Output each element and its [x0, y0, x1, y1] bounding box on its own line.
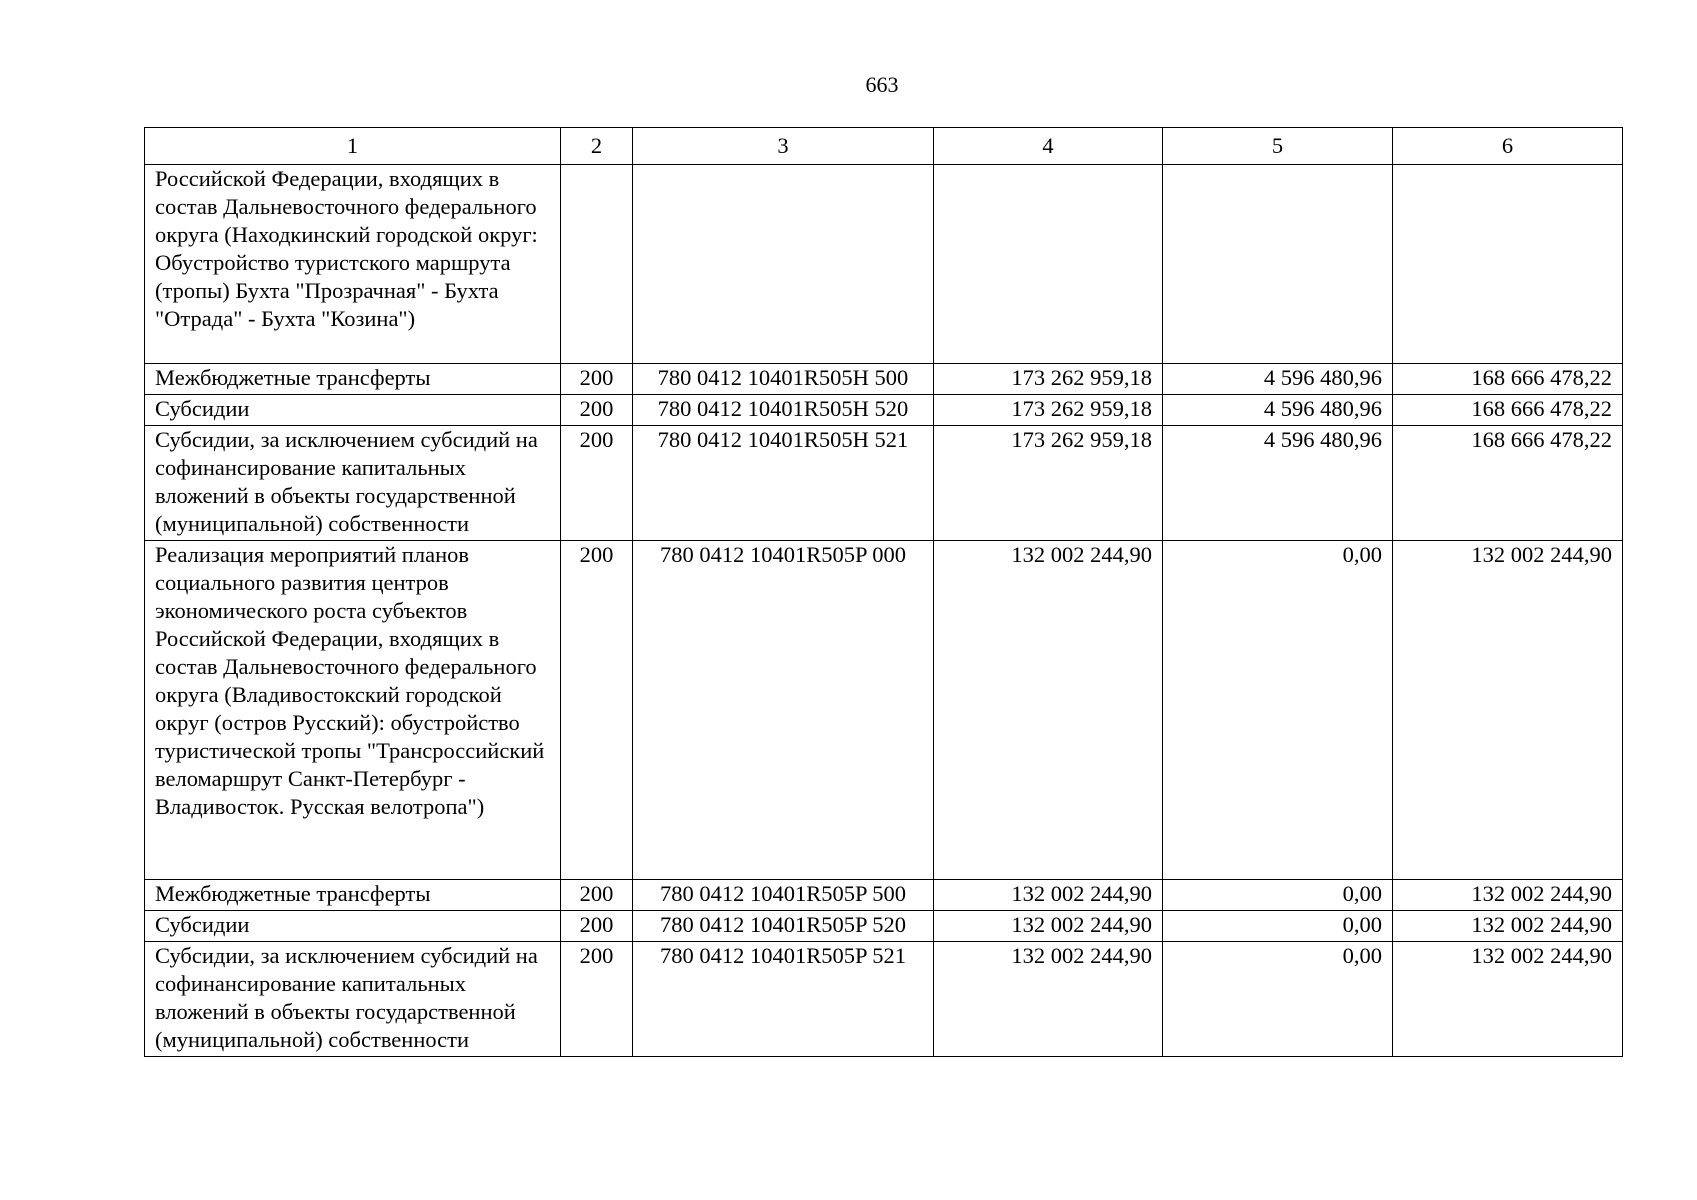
header-col-4: 4 [934, 128, 1163, 165]
row-value-5 [1163, 165, 1393, 364]
row-value-5: 4 596 480,96 [1163, 395, 1393, 426]
row-value-6: 132 002 244,90 [1393, 541, 1623, 880]
row-name: Российской Федерации, входящих в состав Дальневосточного федерального округа (Находкинский городской округ: Обустройство туристского маршрута (тропы) Бухта "Прозрачная" - Бухта "Отрада" - Бухта "Козина") [145, 165, 561, 364]
row-name: Межбюджетные трансферты [145, 364, 561, 395]
row-kbk: 780 0412 10401R505P 000 [633, 541, 934, 880]
table-row [145, 165, 1623, 364]
table-row [145, 541, 1623, 880]
row-value-6: 132 002 244,90 [1393, 911, 1623, 942]
row-code: 200 [561, 395, 633, 426]
table-row [145, 880, 1623, 911]
table-row [145, 942, 1623, 1057]
header-col-6: 6 [1393, 128, 1623, 165]
row-value-4: 132 002 244,90 [934, 911, 1163, 942]
row-value-4: 173 262 959,18 [934, 426, 1163, 541]
row-kbk: 780 0412 10401R505P 500 [633, 880, 934, 911]
row-value-4: 132 002 244,90 [934, 880, 1163, 911]
row-name: Субсидии, за исключением субсидий на софинансирование капитальных вложений в объекты государственной (муниципальной) собственности [145, 942, 561, 1057]
row-code: 200 [561, 911, 633, 942]
row-value-4: 132 002 244,90 [934, 942, 1163, 1057]
row-value-5: 0,00 [1163, 942, 1393, 1057]
row-code: 200 [561, 364, 633, 395]
header-col-2: 2 [561, 128, 633, 165]
row-value-5: 4 596 480,96 [1163, 426, 1393, 541]
row-name: Субсидии [145, 911, 561, 942]
table-row [145, 395, 1623, 426]
row-kbk: 780 0412 10401R505H 520 [633, 395, 934, 426]
row-name: Реализация мероприятий планов социального развития центров экономического роста субъектов Российской Федерации, входящих в состав Дальневосточного федерального округа (Владивостокский городской округ (остров Русский): обустройство туристической тропы "Трансроссийский веломаршрут Санкт-Петербург - Владивосток. Русская велотропа") [145, 541, 561, 880]
row-code: 200 [561, 942, 633, 1057]
row-value-5: 0,00 [1163, 541, 1393, 880]
header-row [145, 128, 1623, 165]
row-name: Субсидии [145, 395, 561, 426]
row-code: 200 [561, 880, 633, 911]
page-number: 663 [865, 72, 899, 97]
table-row [145, 364, 1623, 395]
row-code: 200 [561, 541, 633, 880]
row-value-4: 173 262 959,18 [934, 364, 1163, 395]
header-col-3: 3 [633, 128, 934, 165]
header-col-5: 5 [1163, 128, 1393, 165]
row-kbk [633, 165, 934, 364]
budget-table [144, 127, 1623, 1057]
row-value-4: 132 002 244,90 [934, 541, 1163, 880]
row-kbk: 780 0412 10401R505H 500 [633, 364, 934, 395]
row-value-5: 0,00 [1163, 911, 1393, 942]
row-value-5: 4 596 480,96 [1163, 364, 1393, 395]
row-value-6: 132 002 244,90 [1393, 880, 1623, 911]
row-code: 200 [561, 426, 633, 541]
row-value-6 [1393, 165, 1623, 364]
row-value-6: 132 002 244,90 [1393, 942, 1623, 1057]
header-col-1: 1 [145, 128, 561, 165]
row-value-5: 0,00 [1163, 880, 1393, 911]
row-value-6: 168 666 478,22 [1393, 426, 1623, 541]
row-kbk: 780 0412 10401R505P 520 [633, 911, 934, 942]
row-value-4: 173 262 959,18 [934, 395, 1163, 426]
row-kbk: 780 0412 10401R505P 521 [633, 942, 934, 1057]
row-name: Субсидии, за исключением субсидий на софинансирование капитальных вложений в объекты государственной (муниципальной) собственности [145, 426, 561, 541]
table-row [145, 426, 1623, 541]
table-row [145, 911, 1623, 942]
row-value-6: 168 666 478,22 [1393, 364, 1623, 395]
row-value-4 [934, 165, 1163, 364]
row-name: Межбюджетные трансферты [145, 880, 561, 911]
row-value-6: 168 666 478,22 [1393, 395, 1623, 426]
row-kbk: 780 0412 10401R505H 521 [633, 426, 934, 541]
row-code [561, 165, 633, 364]
